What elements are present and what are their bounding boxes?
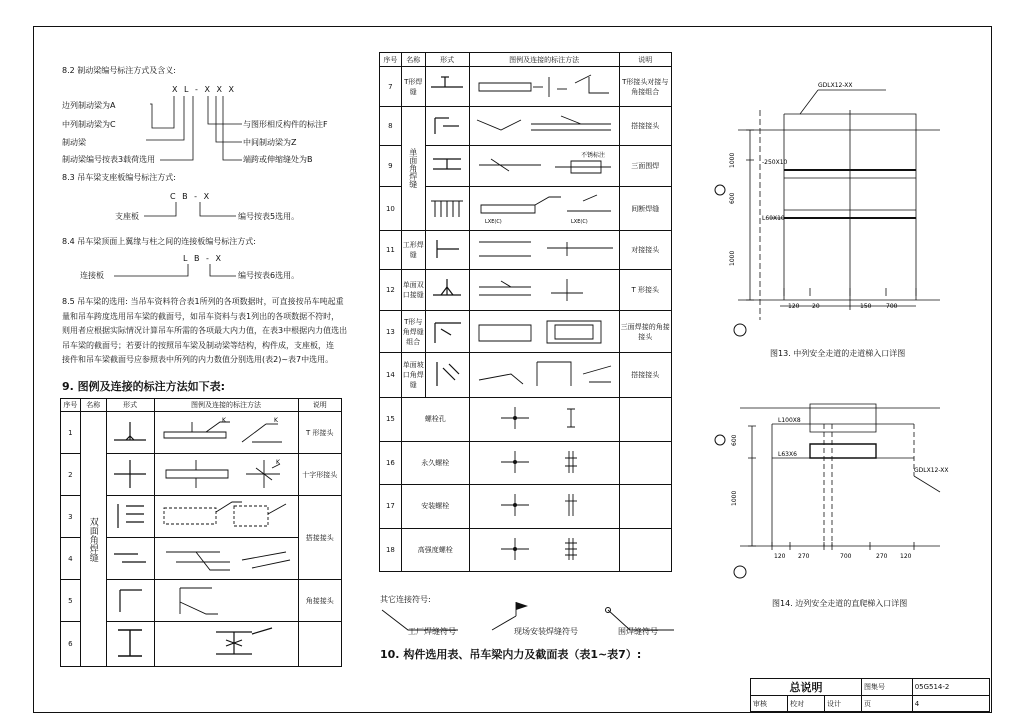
t1-r5-form — [106, 580, 154, 622]
t1-r6-legend — [154, 622, 298, 667]
t1-r2-form — [106, 454, 154, 496]
table-row: 8 — [380, 106, 402, 145]
t2-r9-desc: 三面围焊 — [619, 146, 671, 187]
t1-r5-desc: 角接接头 — [298, 580, 341, 622]
table-row: 13 — [380, 311, 402, 352]
cb-leader-lines — [140, 200, 240, 220]
code-label-a: 边列制动梁为A — [62, 101, 116, 110]
svg-text:K: K — [274, 416, 278, 424]
t2-r12-legend — [469, 270, 619, 311]
t2-r8-desc: 搭接接头 — [619, 106, 671, 145]
t2-r15-desc — [619, 398, 671, 441]
code-label-c: 中列制动梁为C — [62, 120, 116, 129]
t1-r6-form — [106, 622, 154, 667]
t1-r1-legend — [154, 412, 298, 454]
table-row: 14 — [380, 352, 402, 397]
t1-r5-legend — [154, 580, 298, 622]
svg-text:1000: 1000 — [729, 152, 736, 168]
section-8-5-paragraph: 8.5 吊车梁的选用: 当吊车资料符合表1所列的各项数据时，可直接按吊车吨起重 量和吊车跨度选用吊车梁的截面号，如吊车资料与表1列出的各项数据不符时， 则用者应根据实际情况计算吊车所需的各项最大内力值，在表3中根据内力值选出 吊车梁的截面号；若要计的按照吊车梁及制动梁等结构，构件成，支座板，连 接件和吊车梁截面号应参照表中所列的内力数值分别选用(表2)~表7中选用。 — [62, 297, 348, 364]
t2-r14-name: 单面坡口角焊缝 — [401, 352, 425, 397]
table-row: 2 — [61, 454, 81, 496]
t1-header-no: 序号 — [61, 399, 81, 412]
title-block-check: 校对 — [788, 696, 825, 712]
t2-r18-legend — [469, 528, 619, 571]
t2-r16-name: 永久螺栓 — [401, 441, 469, 484]
svg-text:120: 120 — [774, 553, 786, 560]
t2-r13-form — [425, 311, 469, 352]
t1-r4-legend — [154, 538, 298, 580]
code-xl: X L - X X X — [172, 85, 236, 94]
symbol-around-weld: 围焊缝符号 — [618, 627, 658, 636]
table-row: 12 — [380, 270, 402, 311]
svg-text:270: 270 — [876, 553, 888, 560]
legend-table-2 — [379, 52, 672, 572]
other-symbols-title: 其它连接符号: — [380, 595, 431, 604]
section-8-2-heading: 8.2 制动梁编号标注方式及含义: — [62, 66, 176, 75]
t2-r7-desc: T形接头对接与角接组合 — [619, 67, 671, 106]
t2-r11-form — [425, 230, 469, 269]
t1-header-legend: 图例及连接的标注方法 — [154, 399, 298, 412]
svg-text:K: K — [222, 416, 226, 424]
table-row: 9 — [380, 146, 402, 187]
table-row: 11 — [380, 230, 402, 269]
legend-table-1 — [60, 398, 342, 667]
t2-r18-name: 高强度螺栓 — [401, 528, 469, 571]
section-9-heading: 9. 图例及连接的标注方法如下表: — [62, 380, 226, 393]
t1-header-name: 名称 — [80, 399, 106, 412]
svg-text:GDLX12-XX: GDLX12-XX — [914, 467, 949, 474]
code-label-f: 与图形相反构件的标注F — [243, 120, 328, 129]
t2-r14-legend — [469, 352, 619, 397]
t2-r13-legend — [469, 311, 619, 352]
t2-r11-legend — [469, 230, 619, 269]
table-row: 4 — [61, 538, 81, 580]
t2-r15-legend — [469, 398, 619, 441]
table-row: 17 — [380, 485, 402, 528]
svg-text:LXE(C): LXE(C) — [485, 218, 502, 225]
t2-header-legend: 图例及连接的标注方法 — [469, 53, 619, 67]
svg-text:K: K — [276, 458, 280, 466]
t2-r13-name: T形与角焊缝组合 — [401, 311, 425, 352]
detail-drawing-13 — [700, 70, 950, 370]
t2-r14-form — [425, 352, 469, 397]
table-row: 16 — [380, 441, 402, 484]
svg-text:不锈标注: 不锈标注 — [581, 152, 606, 160]
t2-header-form: 形式 — [425, 53, 469, 67]
t1-group-name: 双面角焊缝 — [80, 412, 106, 667]
code-label-z: 中间制动梁为Z — [243, 138, 297, 147]
t2-r9-form — [425, 146, 469, 187]
table-row: 18 — [380, 528, 402, 571]
t2-header-desc: 说明 — [619, 53, 671, 67]
table-row: 1 — [61, 412, 81, 454]
t1-header-desc: 说明 — [298, 399, 341, 412]
t1-r3-form — [106, 496, 154, 538]
drawing-13-caption: 图13. 中列安全走道的走道梯入口详图 — [770, 349, 906, 358]
svg-text:120: 120 — [900, 553, 912, 560]
lb-label-left: 连接板 — [80, 271, 104, 280]
t2-r17-name: 安装螺栓 — [401, 485, 469, 528]
title-block-atlas-no: 05G514-2 — [912, 679, 989, 696]
t1-r3-4-desc: 搭接接头 — [298, 496, 341, 580]
t2-r12-name: 单面双口接缝 — [401, 270, 425, 311]
code-label-brake: 制动梁 — [62, 138, 86, 147]
t1-header-form: 形式 — [106, 399, 154, 412]
svg-text:600: 600 — [729, 192, 736, 204]
table-row: 3 — [61, 496, 81, 538]
svg-text:150: 150 — [860, 303, 872, 310]
t1-r3-legend — [154, 496, 298, 538]
code-cb: C B - X — [170, 192, 212, 201]
t2-r8-form — [425, 106, 469, 145]
cb-label-right: 编号按表5选用。 — [238, 212, 300, 221]
t2-header-no: 序号 — [380, 53, 402, 67]
t1-r1-form — [106, 412, 154, 454]
t2-r17-legend — [469, 485, 619, 528]
t2-r11-desc: 对接接头 — [619, 230, 671, 269]
section-10-heading: 10. 构件选用表、吊车梁内力及截面表（表1~表7）: — [380, 648, 642, 661]
svg-text:700: 700 — [886, 303, 898, 310]
t2-r18-desc — [619, 528, 671, 571]
t1-r1-desc: T 形接头 — [298, 412, 341, 454]
title-block-title: 总说明 — [751, 679, 862, 696]
t2-r7-legend — [469, 67, 619, 106]
svg-text:700: 700 — [840, 553, 852, 560]
title-block — [750, 678, 990, 712]
t2-r16-legend — [469, 441, 619, 484]
t2-header-name: 名称 — [401, 53, 425, 67]
t2-r10-legend — [469, 187, 619, 230]
t2-r7-name: T形焊缝 — [401, 67, 425, 106]
t2-r14-desc: 搭接接头 — [619, 352, 671, 397]
drawing-14-caption: 图14. 边列安全走道的直爬梯入口详图 — [772, 599, 908, 608]
svg-text:LXE(C): LXE(C) — [571, 218, 588, 225]
svg-text:20: 20 — [812, 303, 820, 310]
t1-r2-legend — [154, 454, 298, 496]
svg-text:-250X10: -250X10 — [762, 159, 788, 166]
cb-label-left: 支座板 — [115, 212, 139, 221]
table-row: 7 — [380, 67, 402, 106]
t2-r8-10-name: 单面角焊缝 — [401, 106, 425, 230]
title-block-review: 审核 — [751, 696, 788, 712]
t2-r13-desc: 三面焊接的角接接头 — [619, 311, 671, 352]
section-8-3-heading: 8.3 吊车梁支座板编号标注方式: — [62, 173, 176, 182]
title-block-page-no: 4 — [912, 696, 989, 712]
t2-r11-name: 工形焊缝 — [401, 230, 425, 269]
title-block-design: 设计 — [825, 696, 862, 712]
title-block-atlas-label: 图集号 — [862, 679, 913, 696]
t2-r10-desc: 间断焊缝 — [619, 187, 671, 230]
symbol-shop-weld: 工厂焊缝符号 — [408, 627, 456, 636]
svg-text:L100X8: L100X8 — [778, 417, 801, 424]
svg-text:270: 270 — [798, 553, 810, 560]
t2-r16-desc — [619, 441, 671, 484]
code-lb: L B - X — [183, 254, 223, 263]
t2-r12-desc: T 形接头 — [619, 270, 671, 311]
t2-r7-form — [425, 67, 469, 106]
svg-text:1000: 1000 — [731, 490, 738, 506]
t1-r6-desc — [298, 622, 341, 667]
svg-text:1000: 1000 — [729, 250, 736, 266]
table-row: 6 — [61, 622, 81, 667]
table-row: 15 — [380, 398, 402, 441]
svg-text:L63X6: L63X6 — [778, 451, 797, 458]
lb-leader-lines — [110, 262, 240, 280]
title-block-page-label: 页 — [862, 696, 913, 712]
code-label-number: 制动梁编号按表3载荷选用 — [62, 155, 156, 164]
t1-r4-form — [106, 538, 154, 580]
lb-label-right: 编号按表6选用。 — [238, 271, 300, 280]
svg-text:120: 120 — [788, 303, 800, 310]
table-row: 10 — [380, 187, 402, 230]
t2-r12-form — [425, 270, 469, 311]
t2-r10-form — [425, 187, 469, 230]
svg-text:L60X10: L60X10 — [762, 215, 785, 222]
svg-text:GDLX12-XX: GDLX12-XX — [818, 82, 853, 89]
code-label-b: 端跨或伸缩缝处为B — [243, 155, 313, 164]
svg-text:600: 600 — [731, 434, 738, 446]
section-8-4-heading: 8.4 吊车梁顶面上翼缘与柱之间的连接板编号标注方式: — [62, 237, 256, 246]
t2-r8-legend — [469, 106, 619, 145]
t2-r17-desc — [619, 485, 671, 528]
code-leader-lines — [60, 90, 260, 170]
symbol-site-weld: 现场安装焊缝符号 — [514, 627, 578, 636]
detail-drawing-14 — [700, 396, 950, 596]
t1-r2-desc: 十字形接头 — [298, 454, 341, 496]
t2-r9-legend — [469, 146, 619, 187]
table-row: 5 — [61, 580, 81, 622]
t2-r15-name: 螺栓孔 — [401, 398, 469, 441]
